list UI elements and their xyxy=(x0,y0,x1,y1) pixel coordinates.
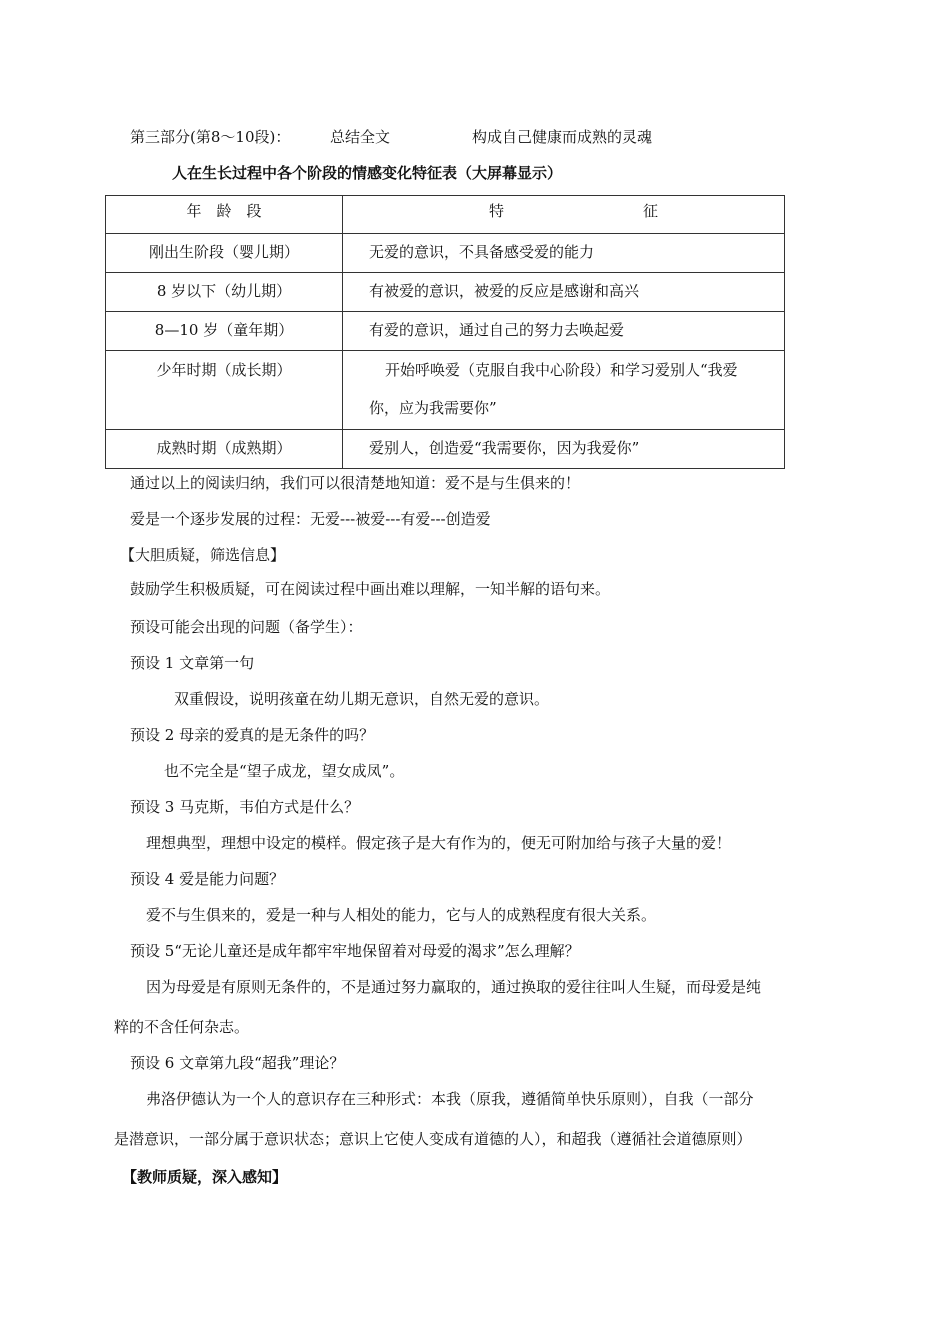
emotion-stage-table xyxy=(105,195,785,469)
row-age: 成熟时期（成熟期） xyxy=(106,430,343,469)
preset-answer-2: 也不完全是“望子成龙，望女成凤”。 xyxy=(164,762,405,780)
preset-question-4: 预设 4 爱是能力问题？ xyxy=(130,870,285,888)
preset-answer-1: 双重假设，说明孩童在幼儿期无意识，自然无爱的意识。 xyxy=(174,690,550,708)
row-age: 8—10 岁（童年期） xyxy=(106,312,343,351)
row-age: 刚出生阶段（婴儿期） xyxy=(106,234,343,273)
table-header-row xyxy=(106,196,785,234)
part-three-label: 第三部分(第8～10段)： xyxy=(130,128,291,146)
preset-answer-4: 爱不与生俱来的，爱是一种与人相处的能力，它与人的成熟程度有很大关系。 xyxy=(146,906,657,924)
table-row xyxy=(106,430,785,469)
preset-intro: 预设可能会出现的问题（备学生）： xyxy=(130,618,363,636)
row-feature-line-1: 开始呼唤爱（克服自我中心阶段）和学习爱别人“我爱 xyxy=(385,361,738,379)
summary-paragraph: 通过以上的阅读归纳，我们可以很清楚地知道：爱不是与生俱来的！ xyxy=(130,474,581,492)
row-feature-line-2: 你，应为我需要你” xyxy=(369,399,497,417)
header-feature-char-2: 征 xyxy=(642,202,658,220)
preset-answer-5-line-2: 粹的不含任何杂志。 xyxy=(114,1018,250,1036)
header-feature xyxy=(343,196,785,234)
section-heading-question: 【大胆质疑，筛选信息】 xyxy=(120,546,286,564)
preset-question-2: 预设 2 母亲的爱真的是无条件的吗？ xyxy=(130,726,375,744)
soul-label: 构成自己健康而成熟的灵魂 xyxy=(472,128,653,146)
row-feature xyxy=(343,351,785,430)
row-feature: 爱别人，创造爱“我需要你，因为我爱你” xyxy=(343,430,785,469)
row-age: 8 岁以下（幼儿期） xyxy=(106,273,343,312)
table-row xyxy=(106,273,785,312)
preset-answer-6-line-1: 弗洛伊德认为一个人的意识存在三种形式：本我（原我，遵循简单快乐原则），自我（一部分 xyxy=(146,1090,754,1108)
row-feature: 有被爱的意识，被爱的反应是感谢和高兴 xyxy=(343,273,785,312)
section-heading-teacher: 【教师质疑，深入感知】 xyxy=(122,1168,288,1186)
preset-answer-3: 理想典型，理想中设定的模样。假定孩子是大有作为的，便无可附加给与孩子大量的爱！ xyxy=(146,834,732,852)
love-process-paragraph: 爱是一个逐步发展的过程：无爱---被爱---有爱---创造爱 xyxy=(130,510,491,528)
header-age: 年 龄 段 xyxy=(106,196,343,234)
summary-label: 总结全文 xyxy=(330,128,391,146)
row-feature: 无爱的意识，不具备感受爱的能力 xyxy=(343,234,785,273)
preset-question-3: 预设 3 马克斯，韦伯方式是什么？ xyxy=(130,798,360,816)
preset-question-5: 预设 5“无论儿童还是成年都牢牢地保留着对母爱的渴求”怎么理解？ xyxy=(130,942,580,960)
table-row xyxy=(106,351,785,430)
header-feature-char-1: 特 xyxy=(489,202,505,220)
preset-question-1: 预设 1 文章第一句 xyxy=(130,654,255,672)
row-age: 少年时期（成长期） xyxy=(106,351,343,430)
preset-answer-6-line-2: 是潜意识，一部分属于意识状态；意识上它使人变成有道德的人），和超我（遵循社会道德原则） xyxy=(114,1130,752,1148)
row-feature: 有爱的意识，通过自己的努力去唤起爱 xyxy=(343,312,785,351)
table-title: 人在生长过程中各个阶段的情感变化特征表（大屏幕显示） xyxy=(172,164,563,182)
preset-question-6: 预设 6 文章第九段“超我”理论？ xyxy=(130,1054,345,1072)
encourage-paragraph: 鼓励学生积极质疑，可在阅读过程中画出难以理解，一知半解的语句来。 xyxy=(130,580,611,598)
preset-answer-5-line-1: 因为母爱是有原则无条件的，不是通过努力赢取的，通过换取的爱往往叫人生疑，而母爱是纯 xyxy=(146,978,762,996)
table-row xyxy=(106,312,785,351)
table-row xyxy=(106,234,785,273)
